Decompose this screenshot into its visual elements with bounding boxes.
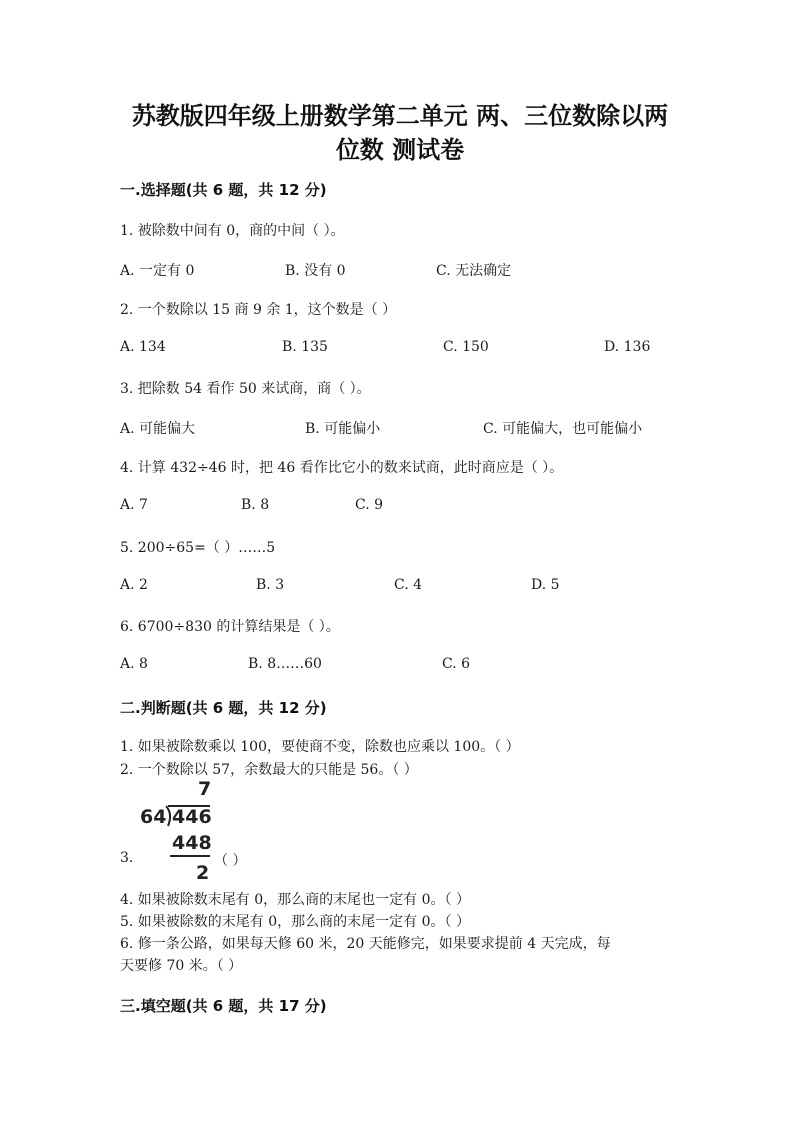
question-4: 4. 计算 432÷46 时，把 46 看作比它小的数来试商，此时商应是（ ）。 xyxy=(120,460,564,476)
division-remainder: 2 xyxy=(196,862,210,884)
division-product: 448 xyxy=(172,832,212,854)
question-5: 5. 200÷65=（ ）……5 xyxy=(120,540,276,556)
section-heading-judgement: 二.判断题(共 6 题，共 12 分) xyxy=(120,699,327,717)
document-title-line1: 苏教版四年级上册数学第二单元 两、三位数除以两 xyxy=(131,102,669,130)
division-quotient: 7 xyxy=(198,778,212,800)
q6-option-b: B. 8……60 xyxy=(248,656,322,672)
q5-option-a: A. 2 xyxy=(120,577,148,593)
long-division-figure xyxy=(140,776,220,888)
q1-option-b: B. 没有 0 xyxy=(285,263,346,279)
q1-option-c: C. 无法确定 xyxy=(436,263,512,279)
q6-option-a: A. 8 xyxy=(120,656,148,672)
q2-option-d: D. 136 xyxy=(604,339,651,355)
q3-option-c: C. 可能偏大，也可能偏小 xyxy=(483,421,643,437)
q5-option-c: C. 4 xyxy=(394,577,423,593)
question-2: 2. 一个数除以 15 商 9 余 1，这个数是（ ） xyxy=(120,302,397,318)
judge-question-4: 4. 如果被除数末尾有 0，那么商的末尾也一定有 0。（ ） xyxy=(120,892,470,908)
judge-question-2: 2. 一个数除以 57，余数最大的只能是 56。（ ） xyxy=(120,762,418,778)
document-title-line2: 位数 测试卷 xyxy=(335,136,465,164)
q2-option-b: B. 135 xyxy=(282,339,328,355)
judge-question-6-line1: 6. 修一条公路，如果每天修 60 米，20 天能修完，如果要求提前 4 天完成，每 xyxy=(120,936,611,952)
q1-option-a: A. 一定有 0 xyxy=(120,263,195,279)
q2-option-c: C. 150 xyxy=(443,339,489,355)
q4-option-b: B. 8 xyxy=(241,497,270,513)
question-3: 3. 把除数 54 看作 50 来试商，商（ ）。 xyxy=(120,381,371,397)
q4-option-a: A. 7 xyxy=(120,497,148,513)
q4-option-c: C. 9 xyxy=(355,497,384,513)
question-6: 6. 6700÷830 的计算结果是（ ）。 xyxy=(120,619,340,635)
section-heading-fill-blank: 三.填空题(共 6 题，共 17 分) xyxy=(120,997,327,1015)
judge-question-1: 1. 如果被除数乘以 100，要使商不变，除数也应乘以 100。（ ） xyxy=(120,739,520,755)
judge-question-5: 5. 如果被除数的末尾有 0，那么商的末尾一定有 0。（ ） xyxy=(120,914,470,930)
q3-option-a: A. 可能偏大 xyxy=(120,421,196,437)
division-dividend: 446 xyxy=(172,806,212,828)
q5-option-d: D. 5 xyxy=(531,577,560,593)
judge-question-6-line2: 天要修 70 米。（ ） xyxy=(120,958,243,974)
q5-option-b: B. 3 xyxy=(256,577,285,593)
q6-option-c: C. 6 xyxy=(442,656,471,672)
question-1: 1. 被除数中间有 0，商的中间（ ）。 xyxy=(120,223,345,239)
division-divisor: 64 xyxy=(140,806,167,828)
q3-option-b: B. 可能偏小 xyxy=(305,421,381,437)
judge-question-3-number: 3. xyxy=(120,850,134,866)
judge-question-3-paren: （ ） xyxy=(214,853,247,869)
section-heading-choice: 一.选择题(共 6 题，共 12 分) xyxy=(120,181,327,199)
q2-option-a: A. 134 xyxy=(120,339,166,355)
